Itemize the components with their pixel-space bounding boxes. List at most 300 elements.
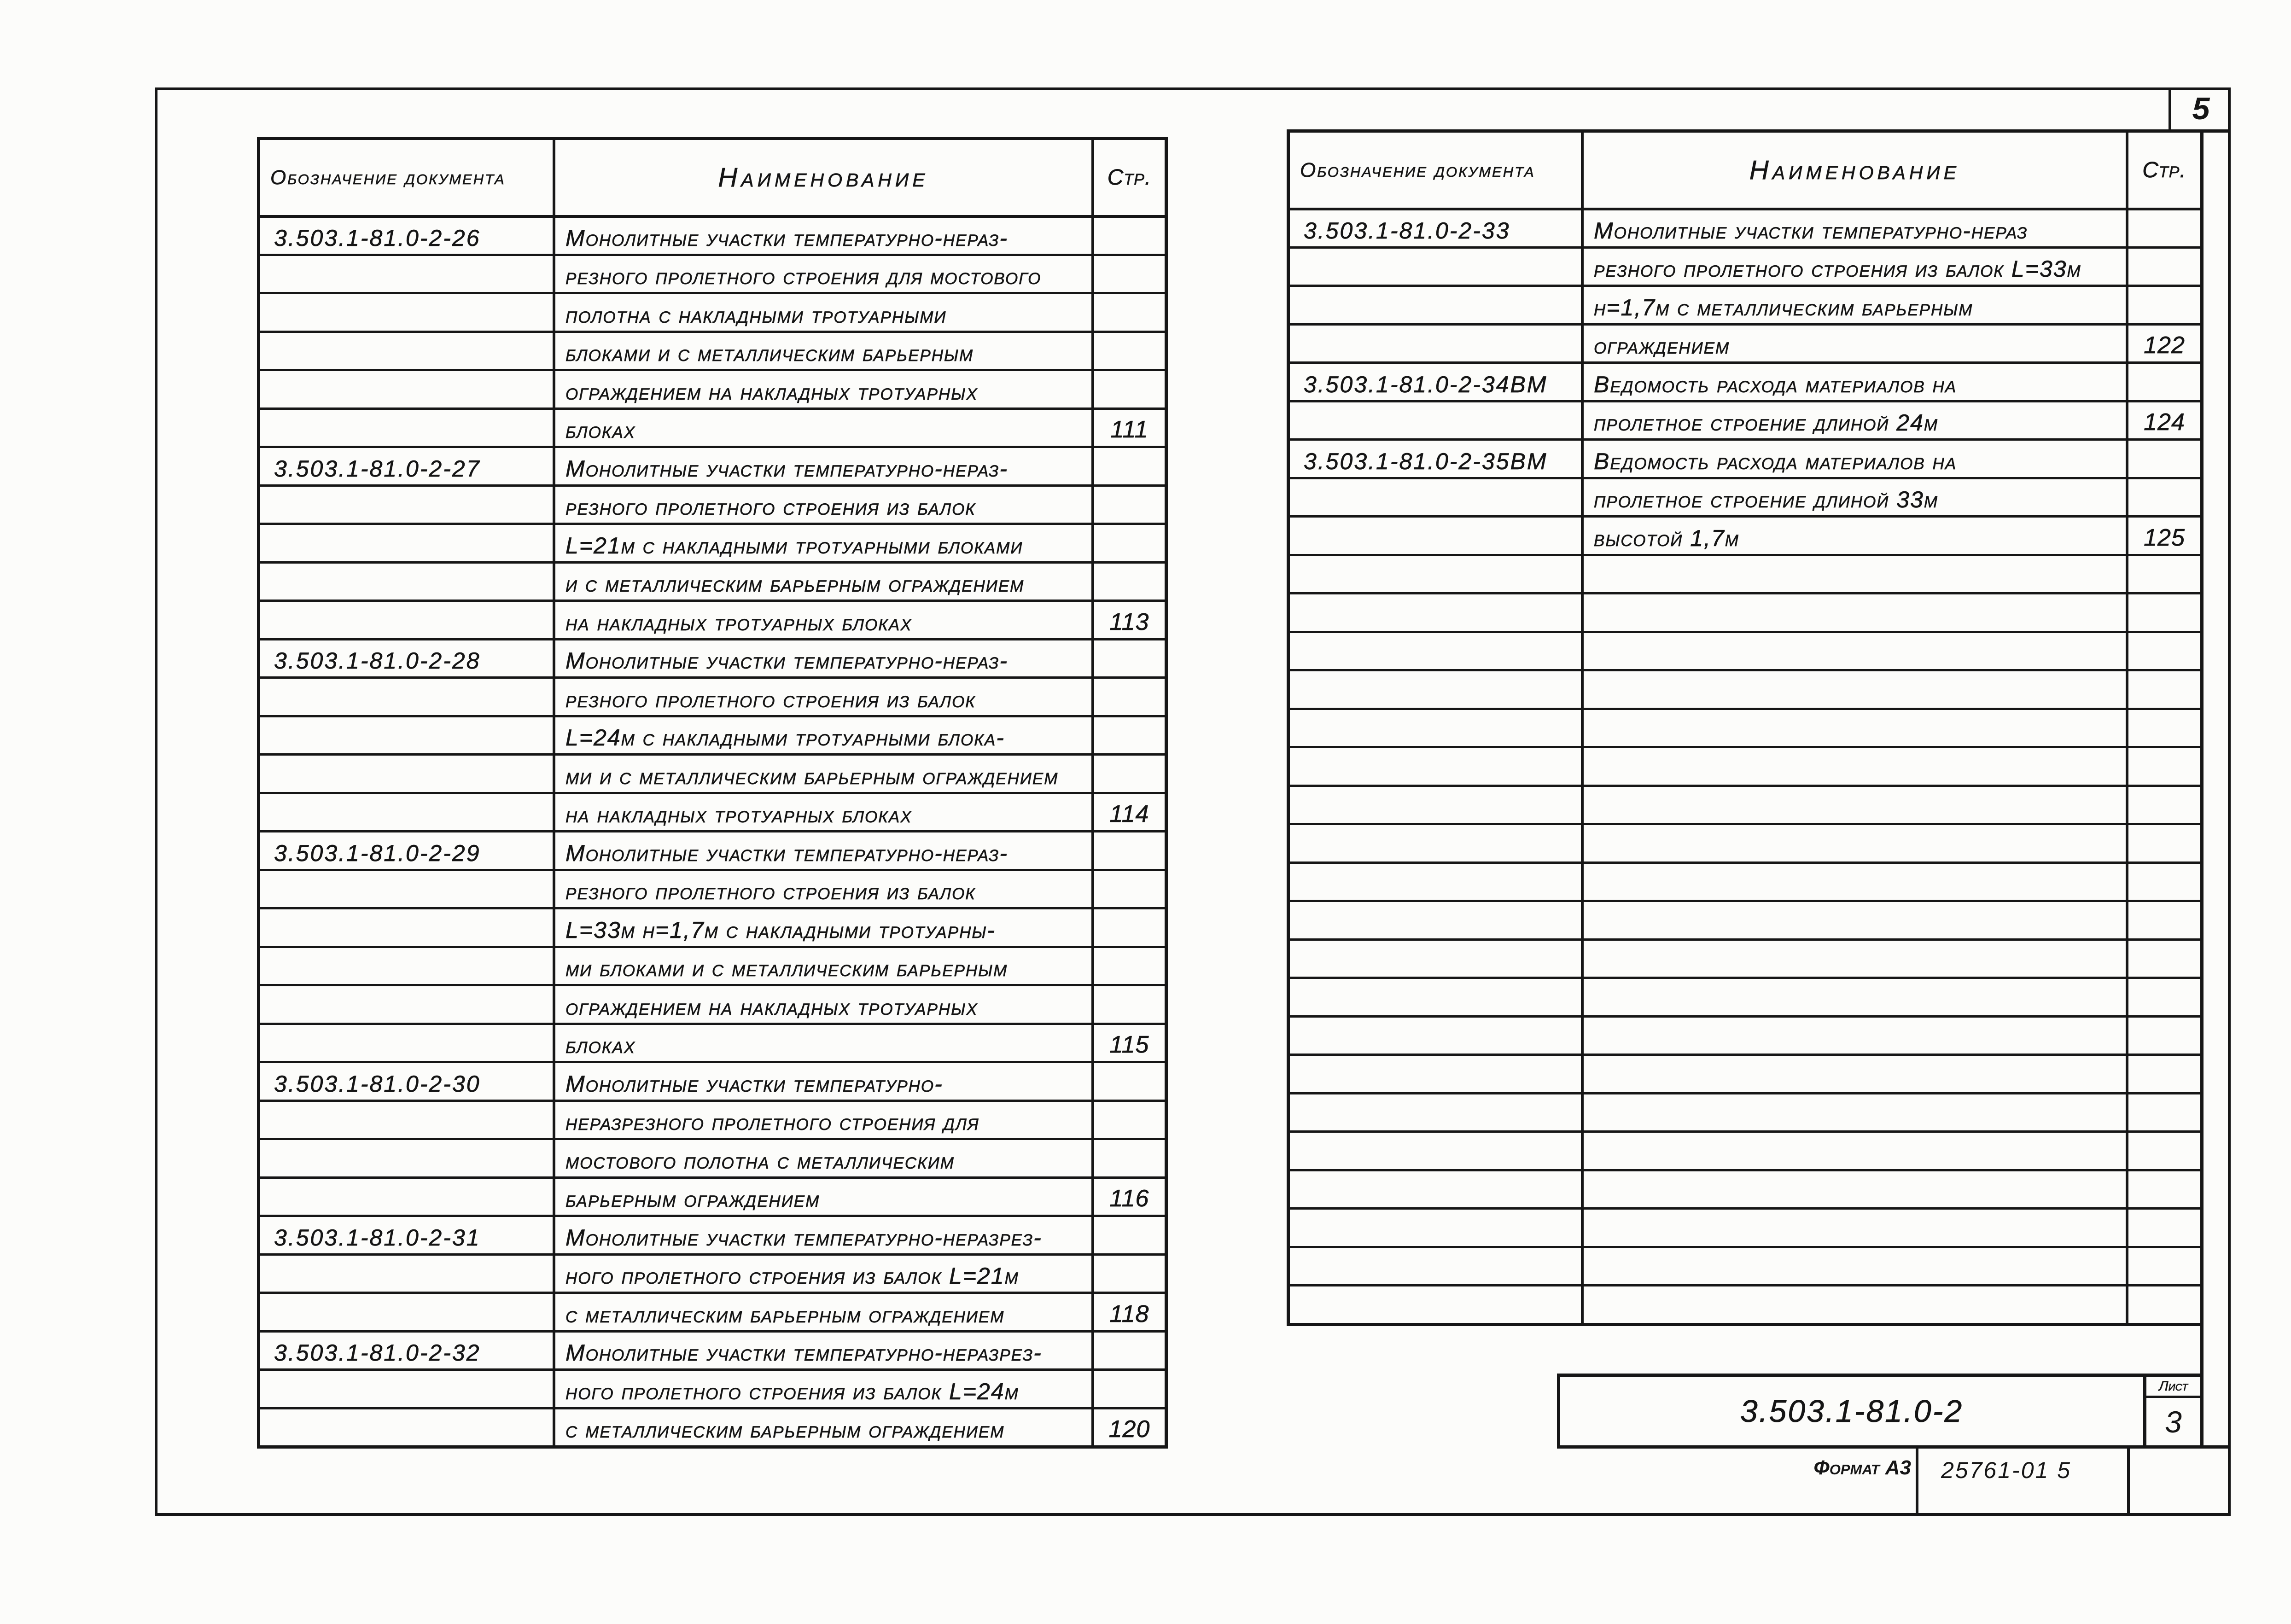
document-title-cell xyxy=(555,1409,1094,1446)
document-code: 3.503.1-81.0-2-29 xyxy=(274,840,481,866)
document-title: L=24м с накладными тротуарными блока- xyxy=(565,725,1005,751)
document-title-cell xyxy=(555,333,1094,369)
page-number-cell xyxy=(1094,371,1165,407)
page-number-cell xyxy=(1094,909,1165,946)
page-number-cell xyxy=(1094,1102,1165,1138)
document-title-cell xyxy=(1584,594,2128,631)
table-row xyxy=(1290,554,2200,593)
document-title: L=21м с накладными тротуарными блоками xyxy=(565,532,1023,559)
page-number-cell xyxy=(2128,1018,2200,1054)
page-number-cell xyxy=(2128,326,2200,362)
table-row xyxy=(260,1100,1165,1138)
sheet-value: 3 xyxy=(2165,1404,2182,1439)
frame-divider-line xyxy=(2200,1324,2204,1375)
sheet-label: Лист xyxy=(2146,1377,2200,1398)
column-header-name xyxy=(1584,133,2128,208)
document-code-cell xyxy=(1290,479,1584,516)
document-title-cell xyxy=(555,1371,1094,1407)
page-number-cell xyxy=(2128,787,2200,823)
document-title: полотна с накладными тротуарными xyxy=(565,302,947,328)
page-number-cell xyxy=(2128,979,2200,1015)
page-number-cell xyxy=(1094,1333,1165,1369)
document-code-cell xyxy=(1290,594,1584,631)
document-title-cell xyxy=(555,410,1094,446)
page-number-cell xyxy=(1094,1063,1165,1100)
table-row xyxy=(1290,1246,2200,1285)
document-code-cell xyxy=(260,1063,555,1100)
column-header-code xyxy=(260,140,555,215)
document-title-cell xyxy=(1584,249,2128,285)
page-number-cell xyxy=(1094,640,1165,677)
document-title-cell xyxy=(1584,518,2128,554)
page-number-cell xyxy=(1094,294,1165,331)
title-block-designation-area xyxy=(1560,1377,2143,1445)
inventory-number-text: 25761-01 5 xyxy=(1941,1457,2072,1483)
table-body xyxy=(260,215,1165,1445)
document-code-cell xyxy=(1290,1210,1584,1246)
page-number-cell xyxy=(1094,333,1165,369)
document-code-cell xyxy=(260,1294,555,1330)
page-number-cell xyxy=(2128,249,2200,285)
document-title-cell xyxy=(555,1102,1094,1138)
document-title-cell xyxy=(1584,287,2128,323)
document-code-cell xyxy=(1290,287,1584,323)
table-row xyxy=(1290,900,2200,938)
document-code-cell xyxy=(260,1140,555,1176)
page-number-cell xyxy=(2128,864,2200,900)
table-row xyxy=(260,830,1165,869)
document-code-cell xyxy=(260,1333,555,1369)
table-row xyxy=(260,1061,1165,1100)
document-title: ограждением на накладных тротуарных xyxy=(565,378,978,405)
document-title-cell xyxy=(1584,364,2128,400)
page-number-cell xyxy=(2128,902,2200,938)
document-code-cell xyxy=(260,448,555,484)
document-title-cell xyxy=(555,986,1094,1023)
document-code-cell xyxy=(260,602,555,638)
document-code-cell xyxy=(1290,864,1584,900)
document-title-cell xyxy=(555,564,1094,600)
document-code-cell xyxy=(1290,979,1584,1015)
document-designation: 3.503.1-81.0-2 xyxy=(1740,1393,1964,1429)
document-title: пролетное строение длиной 24м xyxy=(1594,410,1939,436)
document-code-cell xyxy=(260,1179,555,1215)
document-code-cell xyxy=(260,1256,555,1292)
document-title-cell xyxy=(1584,979,2128,1015)
table-row xyxy=(260,1215,1165,1253)
page-number-cell xyxy=(1094,1294,1165,1330)
page-number-cell xyxy=(1094,717,1165,754)
table-row xyxy=(1290,669,2200,708)
page-number: 113 xyxy=(1109,608,1149,635)
document-code-cell xyxy=(1290,748,1584,785)
inventory-number xyxy=(1932,1456,2125,1484)
column-header-code-label: Обозначение документа xyxy=(270,166,506,189)
table-row xyxy=(260,869,1165,908)
document-title: на накладных тротуарных блоках xyxy=(565,609,912,635)
document-title-cell xyxy=(555,602,1094,638)
page-number-cell xyxy=(2128,1094,2200,1131)
document-title: пролетное строение длиной 33м xyxy=(1594,487,1939,512)
document-title-cell xyxy=(555,794,1094,831)
page-number-cell xyxy=(2128,1248,2200,1285)
document-title-cell xyxy=(555,1179,1094,1215)
document-code-cell xyxy=(1290,633,1584,669)
document-title-cell xyxy=(555,1025,1094,1061)
column-header-page xyxy=(1094,140,1165,215)
page-number-cell xyxy=(1094,410,1165,446)
document-code-cell xyxy=(260,832,555,869)
footer-divider-line xyxy=(2127,1449,2130,1516)
document-title-cell xyxy=(555,1063,1094,1100)
document-code-cell xyxy=(260,564,555,600)
table-row xyxy=(260,523,1165,561)
document-code-cell xyxy=(260,909,555,946)
page-number-cell xyxy=(2128,710,2200,746)
table-row xyxy=(260,484,1165,523)
document-title: блоками и с металлическим барьерным xyxy=(565,340,974,366)
document-code-cell xyxy=(1290,1056,1584,1092)
document-title-cell xyxy=(555,1217,1094,1253)
document-code-cell xyxy=(260,410,555,446)
page-number-cell xyxy=(2128,1056,2200,1092)
page-number-cell xyxy=(2128,441,2200,477)
document-code-cell xyxy=(260,487,555,523)
document-title: Ведомость расхода материалов на xyxy=(1594,371,1957,397)
document-title-cell xyxy=(555,640,1094,677)
page-number: 116 xyxy=(1109,1185,1149,1212)
document-code-cell xyxy=(1290,1248,1584,1285)
document-title-cell xyxy=(1584,633,2128,669)
document-code-cell xyxy=(1290,1018,1584,1054)
document-title: h=1,7м с металлическим барьерным xyxy=(1594,294,1973,320)
document-title: ограждением на накладных тротуарных xyxy=(565,994,978,1020)
document-title: высотой 1,7м xyxy=(1594,525,1739,551)
column-header-name xyxy=(555,140,1094,215)
document-code-cell xyxy=(1290,249,1584,285)
page-number-cell xyxy=(1094,487,1165,523)
document-title-cell xyxy=(1584,1094,2128,1131)
document-code-cell xyxy=(1290,825,1584,861)
document-code-cell xyxy=(1290,1094,1584,1131)
document-title-cell xyxy=(555,717,1094,754)
table-row xyxy=(1290,631,2200,669)
page-number-cell xyxy=(2128,1210,2200,1246)
document-title-cell xyxy=(1584,402,2128,439)
document-title-cell xyxy=(555,1333,1094,1369)
document-code-cell xyxy=(260,640,555,677)
document-title: Монолитные участки температурно-нераз- xyxy=(565,455,1008,482)
table-row xyxy=(260,446,1165,484)
document-title-cell xyxy=(555,1140,1094,1176)
page-number-cell xyxy=(2128,1133,2200,1169)
table-row xyxy=(1290,1092,2200,1131)
page-number-cell xyxy=(1094,679,1165,715)
document-code-cell xyxy=(260,525,555,561)
table-row xyxy=(1290,1207,2200,1246)
column-header-code xyxy=(1290,133,1584,208)
page-number-cell xyxy=(1094,448,1165,484)
page-number-cell xyxy=(2128,748,2200,785)
page-number-cell xyxy=(2128,671,2200,708)
paper-format-label xyxy=(1778,1454,1911,1482)
document-code: 3.503.1-81.0-2-33 xyxy=(1304,217,1510,244)
page-number-cell xyxy=(1094,1025,1165,1061)
document-code-cell xyxy=(1290,364,1584,400)
document-code-cell xyxy=(260,756,555,792)
document-code-cell xyxy=(1290,326,1584,362)
table-row xyxy=(1290,746,2200,785)
page-number-cell xyxy=(1094,602,1165,638)
document-title-cell xyxy=(1584,1248,2128,1285)
table-row xyxy=(1290,208,2200,246)
table-row xyxy=(1290,785,2200,823)
document-code: 3.503.1-81.0-2-28 xyxy=(274,648,481,674)
document-title-cell xyxy=(1584,479,2128,516)
page-number-cell xyxy=(2128,402,2200,439)
table-row xyxy=(1290,1130,2200,1169)
table-row xyxy=(260,984,1165,1023)
document-code-cell xyxy=(260,1025,555,1061)
column-header-code-label: Обозначение документа xyxy=(1300,158,1535,181)
table-row xyxy=(260,946,1165,984)
column-header-page-label: Стр. xyxy=(2142,157,2186,182)
sheet-number-box xyxy=(2169,87,2231,133)
document-code-cell xyxy=(260,717,555,754)
table-row xyxy=(260,907,1165,946)
document-code-cell xyxy=(260,1102,555,1138)
table-row xyxy=(1290,246,2200,285)
table-row xyxy=(1290,1169,2200,1208)
table-row xyxy=(260,331,1165,369)
page-number-cell xyxy=(1094,794,1165,831)
page-number: 120 xyxy=(1108,1416,1150,1443)
document-title-cell xyxy=(1584,556,2128,593)
document-title: ного пролетного строения из балок L=24м xyxy=(565,1378,1019,1404)
document-title-cell xyxy=(555,371,1094,407)
sheet-number: 5 xyxy=(2192,91,2210,126)
page-number: 125 xyxy=(2144,524,2185,551)
document-title: блоках xyxy=(565,1032,636,1058)
table-row xyxy=(1290,438,2200,477)
document-title: резного пролетного строения из балок xyxy=(565,879,976,904)
document-title-cell xyxy=(555,448,1094,484)
table-row xyxy=(260,407,1165,446)
table-row xyxy=(1290,823,2200,861)
document-title: Монолитные участки температурно-нераз- xyxy=(565,840,1008,866)
page-number-cell xyxy=(1094,756,1165,792)
document-title: Монолитные участки температурно-неразрез- xyxy=(565,1224,1042,1251)
document-title: резного пролетного строения из балок L=33м xyxy=(1594,256,2081,282)
page-number: 122 xyxy=(2144,332,2185,359)
document-code-cell xyxy=(260,679,555,715)
document-title: Монолитные участки температурно-нераз xyxy=(1594,217,2028,244)
table-row xyxy=(260,1253,1165,1292)
page-number-cell xyxy=(2128,556,2200,593)
page-number-cell xyxy=(2128,1286,2200,1323)
page-number-cell xyxy=(2128,287,2200,323)
table-row xyxy=(1290,400,2200,439)
document-title-cell xyxy=(555,218,1094,254)
page-number-cell xyxy=(1094,1140,1165,1176)
table-row xyxy=(260,600,1165,638)
table-row xyxy=(1290,1284,2200,1323)
document-code: 3.503.1-81.0-2-34ВМ xyxy=(1304,371,1548,397)
document-code-cell xyxy=(260,871,555,908)
document-code: 3.503.1-81.0-2-31 xyxy=(274,1224,481,1251)
document-title: Ведомость расхода материалов на xyxy=(1594,448,1957,474)
document-title-cell xyxy=(555,256,1094,292)
document-title-cell xyxy=(555,679,1094,715)
document-code: 3.503.1-81.0-2-35ВМ xyxy=(1304,448,1548,474)
page-number: 118 xyxy=(1109,1300,1149,1327)
document-code-cell xyxy=(1290,1133,1584,1169)
page-number-cell xyxy=(1094,1371,1165,1407)
document-code-cell xyxy=(260,333,555,369)
document-title: ми блоками и с металлическим барьерным xyxy=(565,955,1008,981)
table-body xyxy=(1290,208,2200,1323)
document-title-cell xyxy=(555,1256,1094,1292)
page-number-cell xyxy=(1094,1409,1165,1446)
table-row xyxy=(1290,323,2200,362)
document-title: Монолитные участки температурно-нераз- xyxy=(565,225,1008,251)
document-title: ми и с металлическим барьерным ограждением xyxy=(565,763,1059,789)
document-code-cell xyxy=(260,948,555,984)
document-title-cell xyxy=(1584,210,2128,246)
document-title: на накладных тротуарных блоках xyxy=(565,802,912,827)
document-title-cell xyxy=(555,487,1094,523)
footer-divider-line xyxy=(2204,1445,2231,1449)
page-number-cell xyxy=(1094,1179,1165,1215)
document-code-cell xyxy=(1290,402,1584,439)
title-block xyxy=(1557,1374,2204,1449)
document-title: блоках xyxy=(565,417,636,443)
footer-divider-line xyxy=(1916,1449,1918,1516)
page-number-cell xyxy=(2128,518,2200,554)
page-number-cell xyxy=(2128,1171,2200,1208)
table-row xyxy=(1290,977,2200,1015)
document-title-cell xyxy=(555,832,1094,869)
document-title: L=33м h=1,7м с накладными тротуарны- xyxy=(565,917,996,943)
table-row xyxy=(1290,477,2200,516)
title-block-sheet-box xyxy=(2143,1377,2200,1445)
document-code-cell xyxy=(1290,902,1584,938)
document-title: мостового полотна с металлическим xyxy=(565,1147,955,1174)
document-title-cell xyxy=(1584,671,2128,708)
document-title-cell xyxy=(555,525,1094,561)
document-title-cell xyxy=(555,871,1094,908)
column-header-page xyxy=(2128,133,2200,208)
document-code-cell xyxy=(1290,710,1584,746)
document-code: 3.503.1-81.0-2-30 xyxy=(274,1071,481,1097)
document-title: Монолитные участки температурно-нераз- xyxy=(565,648,1008,674)
page-number-cell xyxy=(2128,825,2200,861)
table-row xyxy=(260,1330,1165,1369)
document-title: ного пролетного строения из балок L=21м xyxy=(565,1263,1019,1289)
page-number: 111 xyxy=(1110,416,1148,443)
table-row xyxy=(1290,285,2200,323)
table-row xyxy=(1290,938,2200,977)
document-title: Монолитные участки температурно-неразрез- xyxy=(565,1340,1042,1366)
paper-format-text: Формат А3 xyxy=(1813,1456,1911,1479)
page-number-cell xyxy=(2128,479,2200,516)
page-number-cell xyxy=(1094,256,1165,292)
document-title-cell xyxy=(1584,825,2128,861)
document-title-cell xyxy=(1584,902,2128,938)
page-number-cell xyxy=(1094,871,1165,908)
table-row xyxy=(260,369,1165,407)
document-title-cell xyxy=(1584,864,2128,900)
document-code-cell xyxy=(260,294,555,331)
page-number-cell xyxy=(1094,1217,1165,1253)
document-title: резного пролетного строения из балок xyxy=(565,686,976,712)
table-row xyxy=(260,1023,1165,1061)
document-title: барьерным ограждением xyxy=(565,1186,820,1212)
document-title: неразрезного пролетного строения для xyxy=(565,1109,979,1135)
document-title-cell xyxy=(1584,1210,2128,1246)
document-title: резного пролетного строения из балок xyxy=(565,494,976,520)
table-row xyxy=(260,1407,1165,1446)
document-title-cell xyxy=(1584,1171,2128,1208)
document-title: с металлическим барьерным ограждением xyxy=(565,1301,1005,1327)
document-code-cell xyxy=(260,371,555,407)
page-number-cell xyxy=(1094,525,1165,561)
document-title: и с металлическим барьерным ограждением xyxy=(565,571,1025,597)
table-row xyxy=(1290,515,2200,554)
document-code-cell xyxy=(1290,671,1584,708)
document-title-cell xyxy=(555,948,1094,984)
document-title: с металлическим барьерным ограждением xyxy=(565,1417,1005,1443)
document-title: ограждением xyxy=(1594,333,1730,359)
document-title-cell xyxy=(1584,1133,2128,1169)
document-code-cell xyxy=(1290,1286,1584,1323)
document-title-cell xyxy=(1584,748,2128,785)
document-code-cell xyxy=(260,1217,555,1253)
document-title-cell xyxy=(555,909,1094,946)
document-title-cell xyxy=(1584,1286,2128,1323)
table-row xyxy=(260,1368,1165,1407)
document-code-cell xyxy=(1290,787,1584,823)
document-title-cell xyxy=(1584,326,2128,362)
document-code-cell xyxy=(260,986,555,1023)
document-code-cell xyxy=(1290,941,1584,977)
document-title: резного пролетного строения для мостового xyxy=(565,263,1042,289)
page-number-cell xyxy=(2128,364,2200,400)
page-number-cell xyxy=(2128,210,2200,246)
document-title-cell xyxy=(1584,1018,2128,1054)
document-title: Монолитные участки температурно- xyxy=(565,1071,943,1097)
table-row xyxy=(260,561,1165,600)
page-number: 114 xyxy=(1109,801,1149,827)
document-title-cell xyxy=(555,756,1094,792)
document-title-cell xyxy=(1584,710,2128,746)
table-header xyxy=(1290,133,2200,208)
table-row xyxy=(1290,861,2200,900)
table-row xyxy=(260,1292,1165,1330)
table-row xyxy=(1290,361,2200,400)
document-title-cell xyxy=(1584,787,2128,823)
document-title-cell xyxy=(1584,1056,2128,1092)
table-row xyxy=(260,792,1165,831)
document-code: 3.503.1-81.0-2-32 xyxy=(274,1340,481,1366)
table-row xyxy=(260,638,1165,677)
table-row xyxy=(1290,1015,2200,1054)
document-code-cell xyxy=(1290,518,1584,554)
page-number-cell xyxy=(1094,832,1165,869)
table-row xyxy=(260,753,1165,792)
table-row xyxy=(260,1176,1165,1215)
table-row xyxy=(260,715,1165,754)
